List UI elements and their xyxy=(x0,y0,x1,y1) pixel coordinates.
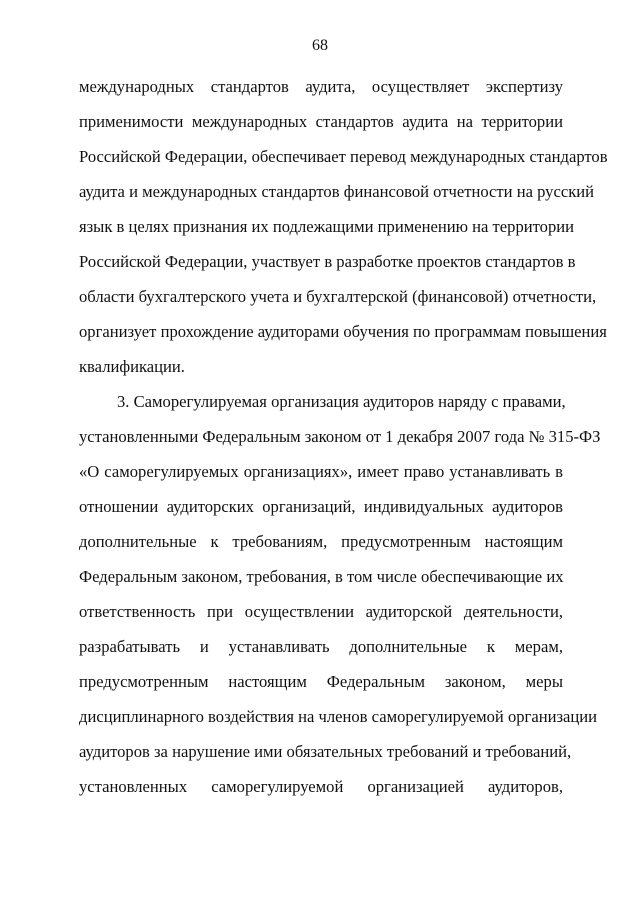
paragraph-3-first-line: 3. Саморегулируемая организация аудиторов наряду с правами, xyxy=(117,392,566,411)
text-line-19: дисциплинарного воздействия на членов саморегулируемой организации xyxy=(79,707,598,726)
text-line-4: аудита и международных стандартов финансовой отчетности на русский xyxy=(79,182,595,201)
text-line-16: ответственность при осуществлении аудиторской деятельности, xyxy=(79,602,563,621)
text-line-21: установленных саморегулируемой организацией аудиторов, xyxy=(79,777,563,796)
text-line-7: области бухгалтерского учета и бухгалтерской (финансовой) отчетности, xyxy=(79,287,597,306)
text-line-15: Федеральным законом, требования, в том числе обеспечивающие их xyxy=(79,567,564,586)
text-line-13: отношении аудиторских организаций, индивидуальных аудиторов xyxy=(79,497,563,516)
text-line-17: разрабатывать и устанавливать дополнительные к мерам, xyxy=(79,637,563,656)
text-line-6: Российской Федерации, участвует в разработке проектов стандартов в xyxy=(79,252,576,271)
text-line-11: установленными Федеральным законом от 1 декабря 2007 года № 315-ФЗ xyxy=(79,427,601,446)
text-line-1: международных стандартов аудита, осуществляет экспертизу xyxy=(79,77,563,96)
text-line-3: Российской Федерации, обеспечивает перевод международных стандартов xyxy=(79,147,608,166)
text-line-8: организует прохождение аудиторами обучения по программам повышения xyxy=(79,322,607,341)
text-line-9: квалификации. xyxy=(79,357,185,376)
text-line-14: дополнительные к требованиям, предусмотренным настоящим xyxy=(79,532,563,551)
text-line-12: «О саморегулируемых организациях», имеет право устанавливать в xyxy=(79,462,563,481)
text-line-20: аудиторов за нарушение ими обязательных требований и требований, xyxy=(79,742,572,761)
text-line-2: применимости международных стандартов аудита на территории xyxy=(79,112,563,131)
text-line-18: предусмотренным настоящим Федеральным законом, меры xyxy=(79,672,563,691)
text-line-5: язык в целях признания их подлежащими применению на территории xyxy=(79,217,575,236)
page-number: 68 xyxy=(312,37,328,54)
